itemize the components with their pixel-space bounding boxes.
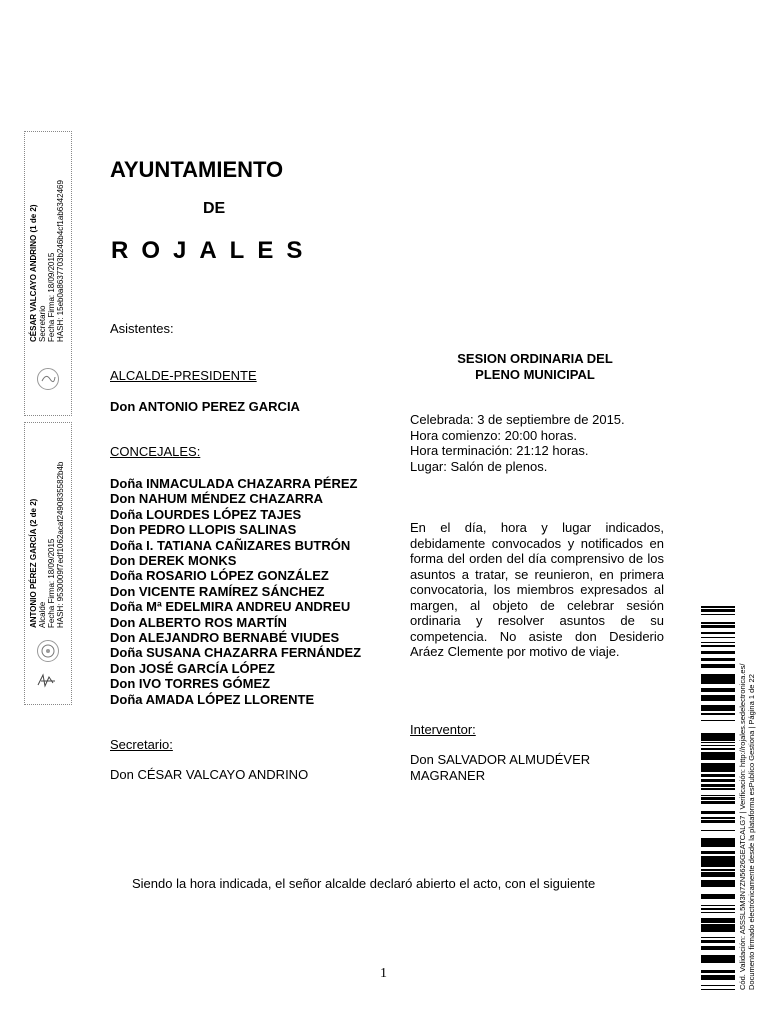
signature-name: ANTONIO PÉREZ GARCÍA (2 de 2) xyxy=(29,498,38,628)
barcode-bar xyxy=(701,803,735,804)
asistentes-label: Asistentes: xyxy=(110,321,174,336)
barcode-bar xyxy=(701,681,735,684)
barcode-bar xyxy=(701,770,735,772)
barcode-bar xyxy=(701,845,735,847)
barcode-bar xyxy=(701,651,735,654)
barcode-bar xyxy=(701,937,735,938)
barcode-bar xyxy=(701,859,735,862)
barcode-bar xyxy=(701,927,735,930)
validation-line: Cód. Validación: A5SSL5M3N7ZN5626GEATCALG7 | Verificación: http://rojales.sedelectronica.es/ xyxy=(738,663,747,990)
list-item: Doña SUSANA CHAZARRA FERNÁNDEZ xyxy=(110,645,362,661)
list-item: Doña AMADA LÓPEZ LLORENTE xyxy=(110,691,315,707)
barcode-bar xyxy=(701,774,735,777)
signature-hash: HASH: 9530009f7edf1062acaf2490835582b4b xyxy=(56,461,65,628)
concejales-list xyxy=(110,476,361,707)
barcode-bar xyxy=(701,700,735,701)
barcode-bar xyxy=(701,852,735,854)
barcode-bar xyxy=(701,642,735,643)
alcalde-name: Don ANTONIO PEREZ GARCIA xyxy=(110,399,300,414)
barcode-bar xyxy=(701,989,735,990)
barcode-bar xyxy=(701,882,735,885)
concejales-label: CONCEJALES: xyxy=(110,444,201,459)
barcode-bar xyxy=(701,765,735,768)
footer-text: Siendo la hora indicada, el señor alcalde declaró abierto el acto, con el siguiente xyxy=(132,876,596,891)
barcode-icon xyxy=(701,606,735,990)
barcode-bar xyxy=(701,695,735,696)
barcode-bar xyxy=(701,896,735,899)
barcode-bar xyxy=(701,742,735,743)
interventor-name-line: Don SALVADOR ALMUDÉVER xyxy=(410,752,591,767)
barcode-bar xyxy=(701,658,735,661)
barcode-bar xyxy=(701,733,735,734)
barcode-bar xyxy=(701,985,735,986)
barcode-bar xyxy=(701,817,735,819)
barcode-bar xyxy=(701,864,735,867)
barcode-bar xyxy=(701,961,735,963)
barcode-bar xyxy=(701,875,735,877)
barcode-bar xyxy=(701,606,735,608)
barcode-bar xyxy=(701,734,735,736)
barcode-bar xyxy=(701,622,735,624)
barcode-bar xyxy=(701,609,735,611)
barcode-bar xyxy=(701,752,735,753)
barcode-bar xyxy=(701,666,735,668)
barcode-bar xyxy=(701,625,735,628)
barcode-bar xyxy=(701,736,735,738)
barcode-bar xyxy=(701,698,735,700)
barcode-bar xyxy=(701,948,735,950)
barcode-bar xyxy=(701,821,735,823)
barcode-bar xyxy=(701,784,735,787)
session-details xyxy=(410,412,625,474)
header-ayuntamiento: AYUNTAMIENTO xyxy=(110,157,284,182)
barcode-bar xyxy=(701,779,735,782)
list-item: Doña LOURDES LÓPEZ TAJES xyxy=(110,506,302,522)
list-item: Don NAHUM MÉNDEZ CHAZARRA xyxy=(110,491,324,507)
barcode-bar xyxy=(701,675,735,678)
barcode-bar xyxy=(701,632,735,634)
secretario-label: Secretario: xyxy=(110,737,173,752)
barcode-bar xyxy=(701,708,735,710)
barcode-bar xyxy=(701,678,735,681)
barcode-bar xyxy=(701,713,735,715)
barcode-bar xyxy=(701,820,735,821)
barcode-bar xyxy=(701,862,735,863)
signature-hash: HASH: 15eb0a8637703b246b4cf1ab6342469 xyxy=(56,180,65,342)
barcode-bar xyxy=(701,841,735,842)
barcode-bar xyxy=(701,975,735,978)
barcode-bar xyxy=(701,930,735,932)
list-item: Don DEREK MONKS xyxy=(110,553,237,569)
list-item: Don ALEJANDRO BERNABÉ VIUDES xyxy=(110,630,340,646)
list-item: Doña INMACULADA CHAZARRA PÉREZ xyxy=(110,476,358,491)
signature-text-secretario xyxy=(29,180,65,342)
page-number: 1 xyxy=(380,966,387,981)
signature-name: CÉSAR VALCAYO ANDRINO (1 de 2) xyxy=(29,204,38,342)
signature-seal-icon xyxy=(37,368,59,390)
barcode-bar xyxy=(701,637,735,638)
municipal-seal-icon xyxy=(37,640,59,662)
secretario-name: Don CÉSAR VALCAYO ANDRINO xyxy=(110,767,309,782)
lugar-text: Lugar: Salón de plenos. xyxy=(410,458,548,474)
barcode-bar xyxy=(701,863,735,864)
barcode-bar xyxy=(701,645,735,646)
list-item: Don ALBERTO ROS MARTÍN xyxy=(110,614,287,630)
barcode-bar xyxy=(701,768,735,770)
barcode-bar xyxy=(701,838,735,841)
hora-comienzo-text: Hora comienzo: 20:00 horas. xyxy=(410,427,577,443)
barcode-bar xyxy=(701,811,735,814)
barcode-bar xyxy=(701,801,735,802)
list-item: Doña Mª EDELMIRA ANDREU ANDREU xyxy=(110,599,351,615)
barcode-bar xyxy=(701,664,735,666)
barcode-bar xyxy=(701,924,735,927)
barcode-bar xyxy=(701,872,735,875)
barcode-bar xyxy=(701,802,735,803)
barcode-bar xyxy=(701,972,735,973)
celebrada-text: Celebrada: 3 de septiembre de 2015. xyxy=(410,412,625,427)
barcode-bar xyxy=(701,748,735,750)
barcode-bar xyxy=(701,691,735,692)
signature-date: Fecha Firma: 18/09/2015 xyxy=(47,252,56,342)
list-item: Don JOSÉ GARCÍA LÓPEZ xyxy=(110,660,275,676)
barcode-bar xyxy=(701,851,735,852)
handwritten-signature-icon xyxy=(35,671,59,691)
list-item: Doña ROSARIO LÓPEZ GONZÁLEZ xyxy=(110,568,329,584)
barcode-bar xyxy=(701,946,735,948)
signature-text-alcalde xyxy=(29,462,65,628)
barcode-bar xyxy=(701,797,735,800)
barcode-bar xyxy=(701,710,735,711)
barcode-bar xyxy=(701,880,735,882)
list-item: Don VICENTE RAMÍREZ SÁNCHEZ xyxy=(110,583,325,599)
barcode-bar xyxy=(701,758,735,760)
barcode-bar xyxy=(701,856,735,859)
barcode-bar xyxy=(701,956,735,958)
interventor-name xyxy=(410,752,590,783)
signature-box-secretario xyxy=(24,131,72,416)
barcode-bar xyxy=(701,940,735,943)
barcode-bar xyxy=(701,842,735,845)
interventor-label: Interventor: xyxy=(410,722,476,737)
barcode-bar xyxy=(701,688,735,691)
list-item: Don PEDRO LLOPIS SALINAS xyxy=(110,522,297,538)
signature-date: Fecha Firma: 18/09/2015 xyxy=(47,538,56,628)
barcode-bar xyxy=(701,705,735,708)
session-title-line: PLENO MUNICIPAL xyxy=(475,367,595,382)
header-de: DE xyxy=(203,200,226,217)
alcalde-label: ALCALDE-PRESIDENTE xyxy=(110,368,257,383)
barcode-bar xyxy=(701,755,735,758)
session-title xyxy=(410,351,660,383)
barcode-bar xyxy=(701,905,735,906)
barcode-bar xyxy=(701,788,735,790)
barcode-bar xyxy=(701,908,735,910)
barcode-bar xyxy=(701,614,735,615)
barcode-bar xyxy=(701,674,735,675)
barcode-bar xyxy=(701,869,735,871)
barcode-bar xyxy=(701,912,735,913)
barcode-bar xyxy=(701,763,735,765)
barcode-bar xyxy=(701,958,735,961)
interventor-name-line: MAGRANER xyxy=(410,767,486,783)
barcode-bar xyxy=(701,955,735,956)
session-title-line: SESION ORDINARIA DEL xyxy=(457,351,613,366)
barcode-bar xyxy=(701,970,735,972)
list-item: Don IVO TORRES GÓMEZ xyxy=(110,676,271,692)
barcode-bar xyxy=(701,696,735,698)
barcode-bar xyxy=(701,894,735,896)
validation-text xyxy=(738,606,756,990)
barcode-bar xyxy=(701,745,735,746)
signature-box-alcalde xyxy=(24,422,72,705)
barcode-bar xyxy=(701,885,735,887)
barcode-bar xyxy=(701,979,735,980)
validation-line: Documento firmado electrónicamente desde la plataforma esPublico Gestiona | Página 1 de 22 xyxy=(747,674,756,990)
barcode-bar xyxy=(701,920,735,923)
header-rojales: ROJALES xyxy=(111,237,316,264)
barcode-bar xyxy=(701,978,735,979)
signature-role: Alcalde xyxy=(38,601,47,628)
barcode-bar xyxy=(701,795,735,796)
barcode-bar xyxy=(701,611,735,612)
barcode-bar xyxy=(701,738,735,741)
barcode-bar xyxy=(701,918,735,920)
barcode-bar xyxy=(701,720,735,721)
barcode-bar xyxy=(701,646,735,647)
hora-terminacion-text: Hora terminación: 21:12 horas. xyxy=(410,443,589,458)
signature-role: Secretario xyxy=(38,305,47,342)
barcode-bar xyxy=(701,753,735,755)
barcode-bar xyxy=(701,830,735,831)
session-paragraph: En el día, hora y lugar indicados, debidamente convocados y notificados en forma del orden del día comprensivo de los asuntos a tratar, se reunieron, en primera convocatoria, los miembros expresados al margen, al objeto de celebrar sesión ordinaria y resolver asuntos de su competencia. No asiste don Desiderio Aráez Clemente por motivo de viaje. xyxy=(410,520,664,659)
list-item: Doña I. TATIANA CAÑIZARES BUTRÓN xyxy=(110,537,351,553)
